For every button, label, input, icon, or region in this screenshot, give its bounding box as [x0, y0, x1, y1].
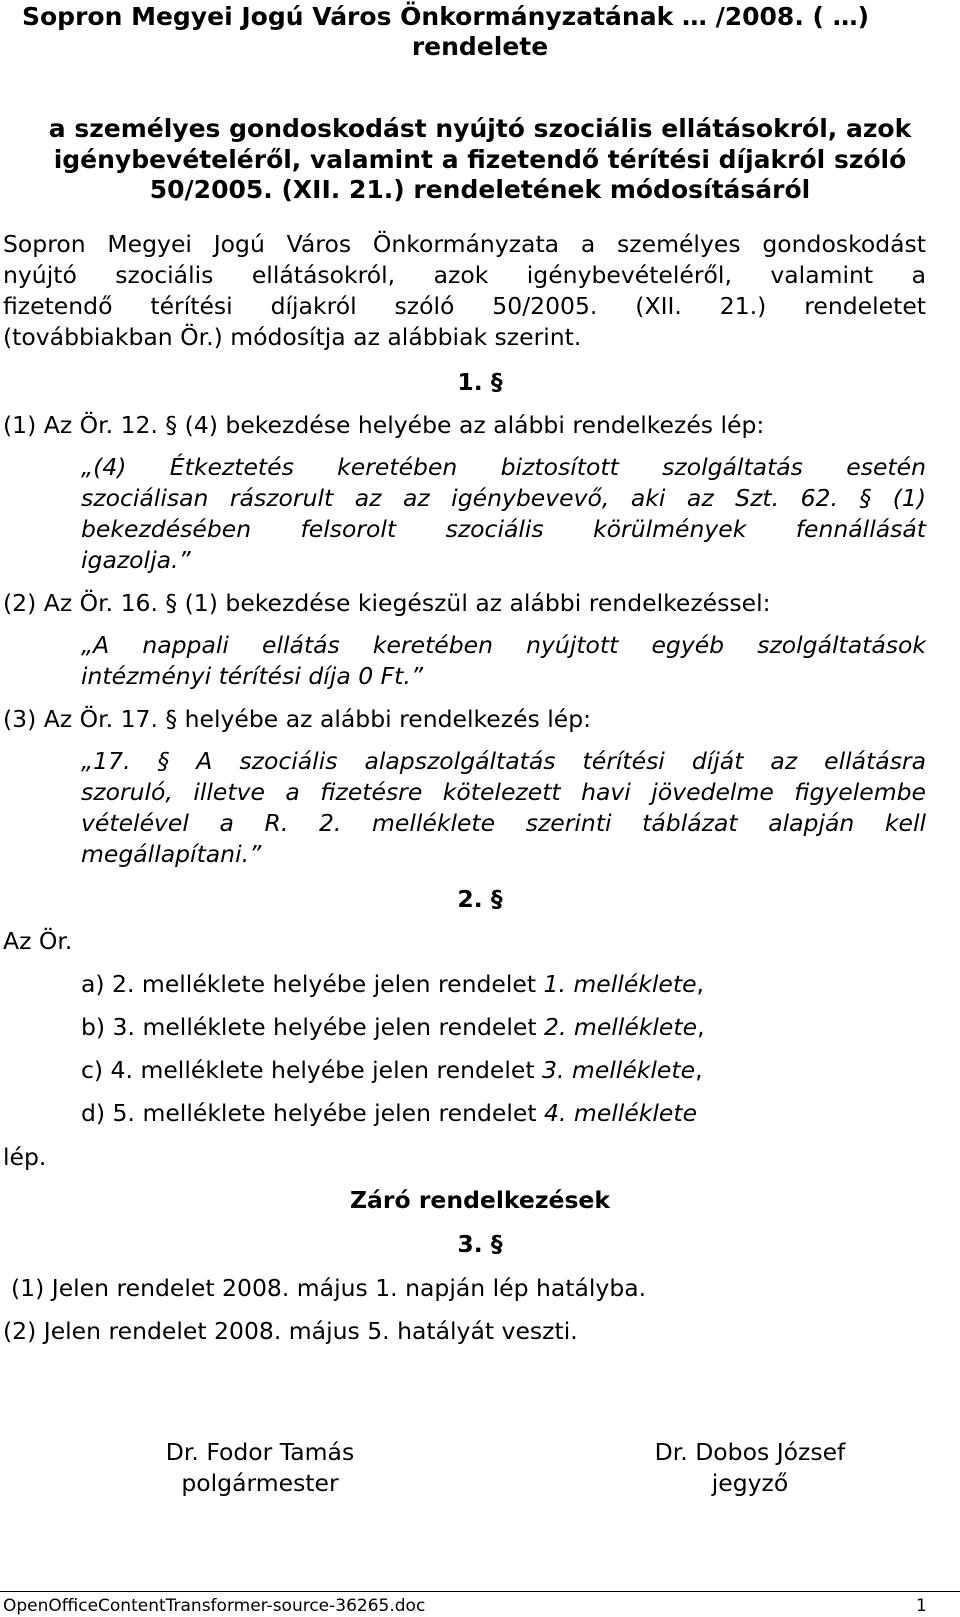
quote-line: „A nappali ellátás keretében nyújtott egyéb szolgáltatások	[81, 631, 926, 659]
preamble-line: Sopron Megyei Jogú Város Önkormányzata a személyes gondoskodást	[3, 230, 926, 258]
annex-reference: 1. melléklete	[543, 970, 697, 998]
preamble-line: fizetendő térítési díjakról szóló 50/2005. (XII. 21.) rendeletet	[3, 292, 926, 320]
signature-name-mayor: Dr. Fodor Tamás	[165, 1438, 355, 1466]
amendment-item-text: b) 3. melléklete helyébe jelen rendelet	[81, 1013, 545, 1041]
quote-line: „(4) Étkeztetés keretében biztosított szolgáltatás esetén	[81, 453, 926, 481]
quote-line: szociálisan rászorult az az igénybevevő, aki az Szt. 62. § (1)	[81, 484, 926, 512]
closing-heading: Záró rendelkezések	[350, 1186, 610, 1214]
signature-role-mayor: polgármester	[181, 1469, 339, 1497]
amendment-item	[81, 1055, 703, 1086]
preamble-line: nyújtó szociális ellátásokról, azok igénybevételéről, valamint a	[3, 261, 926, 289]
closing-paragraph-2: (2) Jelen rendelet 2008. május 5. hatályát veszti.	[3, 1317, 578, 1345]
section-1-heading: 1. §	[457, 368, 503, 396]
quote-line: bekezdésében felsorolt szociális körülmények fennállását	[81, 515, 926, 543]
footer-filename: OpenOfficeContentTransformer-source-36265.doc	[3, 1596, 426, 1616]
amendment-item-punct: ,	[697, 1013, 705, 1041]
closing-paragraph-1: (1) Jelen rendelet 2008. május 1. napján lép hatályba.	[11, 1274, 647, 1302]
section-3-heading: 3. §	[457, 1230, 503, 1258]
signature-name-notary: Dr. Dobos József	[654, 1438, 846, 1466]
subject-line-1: a személyes gondoskodást nyújtó szociális ellátásokról, azok	[48, 114, 912, 143]
quote-line: igazolja.”	[81, 546, 191, 574]
amendment-item-punct: ,	[696, 970, 705, 998]
paragraph-3-intro: (3) Az Ör. 17. § helyébe az alábbi rendelkezés lép:	[3, 705, 592, 733]
quote-line: megállapítani.”	[81, 840, 262, 868]
document-title-rendelete: rendelete	[411, 32, 549, 61]
amendment-item-punct: ,	[695, 1056, 703, 1084]
preamble-line: (továbbiakban Ör.) módosítja az alábbiak szerint.	[3, 323, 582, 351]
annex-reference: 2. melléklete	[544, 1013, 698, 1041]
paragraph-2-intro: (2) Az Ör. 16. § (1) bekezdése kiegészül az alábbi rendelkezéssel:	[3, 589, 771, 617]
quote-line: „17. § A szociális alapszolgáltatás térítési díját az ellátásra	[81, 747, 926, 775]
paragraph-1-intro: (1) Az Ör. 12. § (4) bekezdése helyébe az alábbi rendelkezés lép:	[3, 411, 765, 439]
section-2-lead: Az Ör.	[3, 927, 73, 955]
footer-rule	[0, 1591, 960, 1592]
annex-reference: 3. melléklete	[542, 1056, 696, 1084]
amendment-item	[81, 1012, 705, 1043]
subject-line-3: 50/2005. (XII. 21.) rendeletének módosításáról	[149, 175, 811, 204]
amendment-item-text: c) 4. melléklete helyébe jelen rendelet	[81, 1056, 543, 1084]
amendment-item	[81, 1098, 697, 1129]
quote-line: vételével a R. 2. melléklete szerinti táblázat alapján kell	[81, 809, 926, 837]
quote-line: intézményi térítési díja 0 Ft.”	[81, 662, 424, 690]
amendment-item	[81, 969, 704, 1000]
document-title: Sopron Megyei Jogú Város Önkormányzatának … /2008. ( …)	[22, 2, 870, 31]
amendment-item-text: a) 2. melléklete helyébe jelen rendelet	[81, 970, 544, 998]
section-2-trail: lép.	[3, 1143, 47, 1171]
footer-page-number: 1	[916, 1596, 927, 1616]
subject-line-2: igénybevételéről, valamint a fizetendő térítési díjakról szóló	[53, 145, 907, 174]
annex-reference: 4. melléklete	[544, 1099, 698, 1127]
amendment-item-text: d) 5. melléklete helyébe jelen rendelet	[81, 1099, 545, 1127]
signature-role-notary: jegyző	[711, 1469, 789, 1497]
quote-line: szoruló, illetve a fizetésre kötelezett havi jövedelme figyelembe	[81, 778, 926, 806]
section-2-heading: 2. §	[457, 885, 503, 913]
